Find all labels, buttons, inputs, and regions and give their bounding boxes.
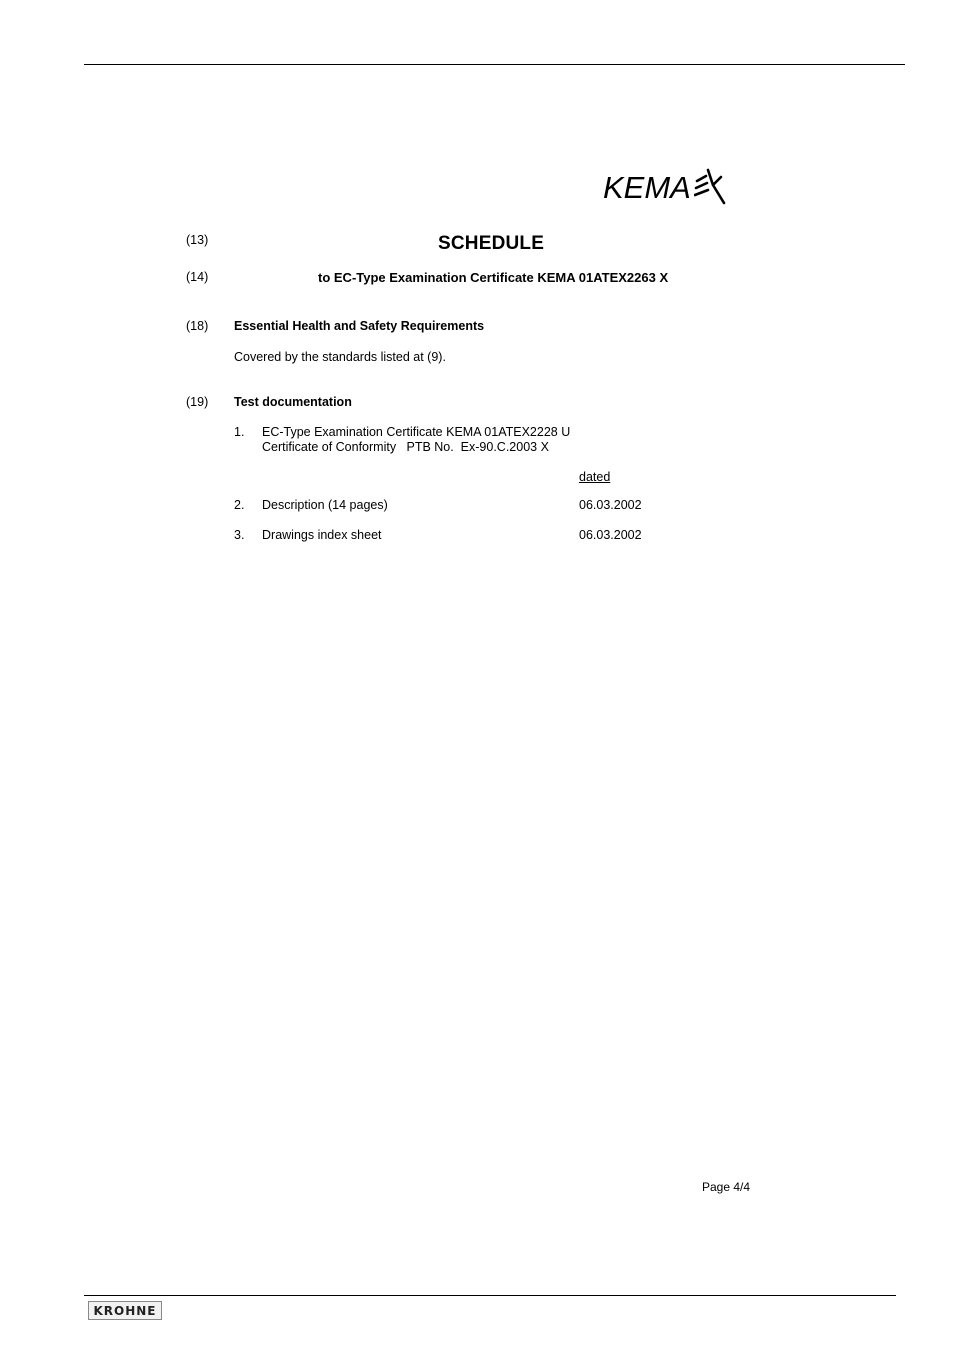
section-number-13: (13)	[186, 233, 209, 247]
header-rule	[84, 64, 905, 65]
section-number-19: (19)	[186, 395, 209, 409]
section-number-14: (14)	[186, 270, 209, 284]
kema-logo-text: KEMA	[603, 169, 691, 205]
dated-column-label: dated	[579, 470, 611, 484]
section-number-18: (18)	[186, 319, 209, 333]
doc-entry-1-index: 1.	[234, 425, 245, 439]
footer-rule	[84, 1295, 896, 1296]
certificate-subtitle: to EC-Type Examination Certificate KEMA 01ATEX2263 X	[318, 270, 669, 285]
krohne-logo: KROHNE	[88, 1301, 162, 1320]
kema-logo-mark-icon	[694, 168, 726, 206]
section-19-heading: Test documentation	[234, 395, 352, 409]
section-18-body: Covered by the standards listed at (9).	[234, 350, 446, 364]
doc-entry-2-text: Description (14 pages)	[262, 498, 388, 512]
schedule-title: SCHEDULE	[438, 233, 545, 254]
doc-entry-3-date: 06.03.2002	[579, 528, 642, 542]
doc-entry-2-index: 2.	[234, 498, 245, 512]
doc-entry-2-date: 06.03.2002	[579, 498, 642, 512]
kema-logo	[603, 168, 726, 206]
doc-entry-3-index: 3.	[234, 528, 245, 542]
page-number: Page 4/4	[702, 1180, 751, 1194]
doc-entry-1-line2: Certificate of Conformity PTB No. Ex-90.C.2003 X	[262, 440, 549, 454]
section-18-heading: Essential Health and Safety Requirements	[234, 319, 485, 333]
doc-entry-3-text: Drawings index sheet	[262, 528, 382, 542]
doc-entry-1-line1: EC-Type Examination Certificate KEMA 01ATEX2228 U	[262, 425, 571, 439]
